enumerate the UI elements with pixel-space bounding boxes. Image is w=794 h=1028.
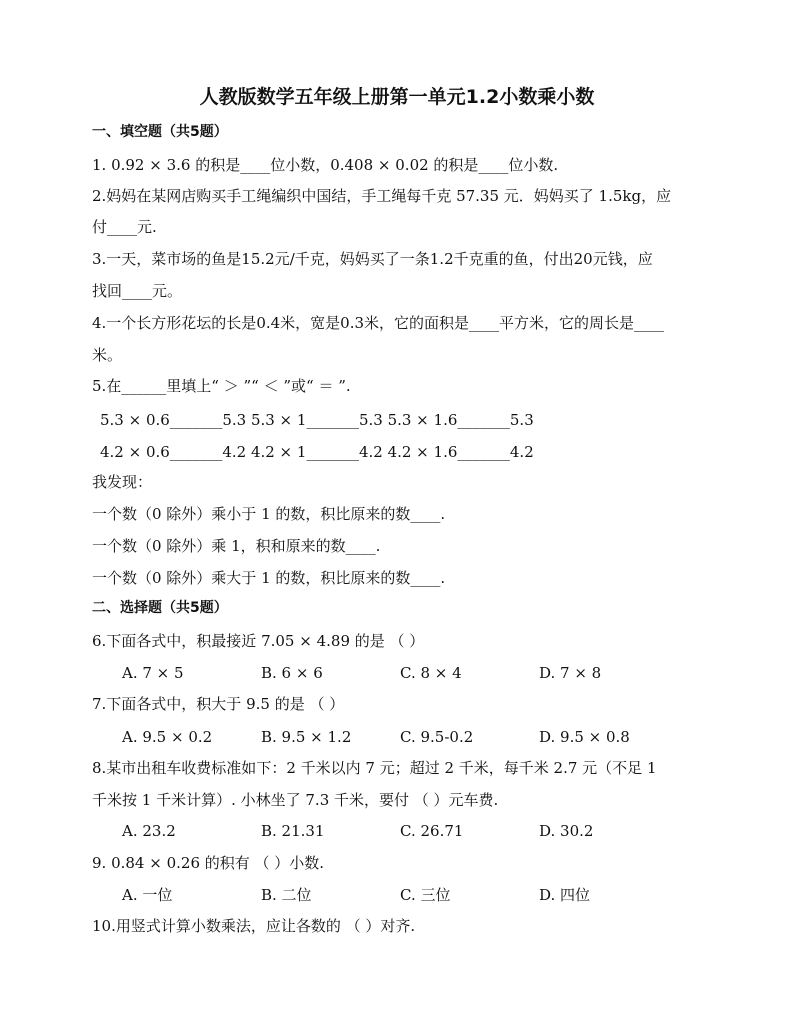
page-title: 人教版数学五年级上册第一单元1.2小数乘小数 [199, 86, 595, 108]
question-3-line-1: 3.一天，菜市场的鱼是15.2元/千克，妈妈买了一条1.2千克重的鱼，付出20元钱，应 [92, 250, 653, 268]
question-9-options [122, 885, 678, 905]
option-d: D. 四位 [539, 886, 591, 904]
option-d: D. 30.2 [539, 822, 594, 840]
question-8-line-1: 8.某市出租车收费标准如下：2 千米以内 7 元；超过 2 千米，每千米 2.7 元（不足 1 [92, 759, 657, 777]
question-5-row-2: 4.2 × 0.6_______4.2 4.2 × 1_______4.2 4.2 × 1.6_______4.2 [100, 443, 534, 461]
option-a: A. 一位 [122, 886, 173, 904]
option-d: D. 7 × 8 [539, 664, 602, 682]
option-d: D. 9.5 × 0.8 [539, 728, 630, 746]
question-1: 1. 0.92 × 3.6 的积是____位小数，0.408 × 0.02 的积是____位小数. [92, 156, 559, 174]
question-4-line-2: 米。 [92, 346, 123, 364]
discover-label: 我发现： [92, 473, 153, 491]
option-c: C. 9.5-0.2 [400, 728, 474, 746]
question-3-line-2: 找回____元。 [92, 282, 183, 300]
question-2-line-2: 付____元. [92, 218, 157, 236]
section-heading-choice: 二、选择题（共5题） [92, 600, 228, 616]
option-c: C. 26.71 [400, 822, 464, 840]
question-6: 6.下面各式中，积最接近 7.05 × 4.89 的是 （ ） [92, 632, 425, 650]
question-7-options [122, 727, 678, 747]
option-a: A. 23.2 [122, 822, 176, 840]
discover-line-2: 一个数（0 除外）乘 1，积和原来的数____. [92, 537, 381, 555]
question-2-line-1: 2.妈妈在某网店购买手工绳编织中国结，手工绳每千克 57.35 元．妈妈买了 1.5kg，应 [92, 187, 672, 205]
question-5: 5.在______里填上“ ＞ ”“ ＜ ”或“ ＝ ”. [92, 377, 351, 395]
question-8-options [122, 821, 678, 841]
discover-line-1: 一个数（0 除外）乘小于 1 的数，积比原来的数____. [92, 505, 446, 523]
question-4-line-1: 4.一个长方形花坛的长是0.4米，宽是0.3米，它的面积是____平方米，它的周长是____ [92, 314, 665, 332]
option-a: A. 9.5 × 0.2 [122, 728, 213, 746]
question-7: 7.下面各式中，积大于 9.5 的是 （ ） [92, 695, 345, 713]
question-9: 9. 0.84 × 0.26 的积有 （ ）小数. [92, 854, 325, 872]
question-10: 10.用竖式计算小数乘法，应让各数的 （ ）对齐. [92, 917, 416, 935]
option-a: A. 7 × 5 [122, 664, 184, 682]
question-6-options [122, 663, 678, 683]
option-b: B. 二位 [261, 886, 312, 904]
section-heading-fill: 一、填空题（共5题） [92, 124, 228, 140]
option-b: B. 21.31 [261, 822, 325, 840]
discover-line-3: 一个数（0 除外）乘大于 1 的数，积比原来的数____. [92, 569, 446, 587]
option-c: C. 8 × 4 [400, 664, 462, 682]
option-b: B. 6 × 6 [261, 664, 323, 682]
option-b: B. 9.5 × 1.2 [261, 728, 352, 746]
option-c: C. 三位 [400, 886, 451, 904]
question-8-line-2: 千米按 1 千米计算）. 小林坐了 7.3 千米，要付 （ ）元车费. [92, 791, 499, 809]
question-5-row-1: 5.3 × 0.6_______5.3 5.3 × 1_______5.3 5.3 × 1.6_______5.3 [100, 411, 534, 429]
